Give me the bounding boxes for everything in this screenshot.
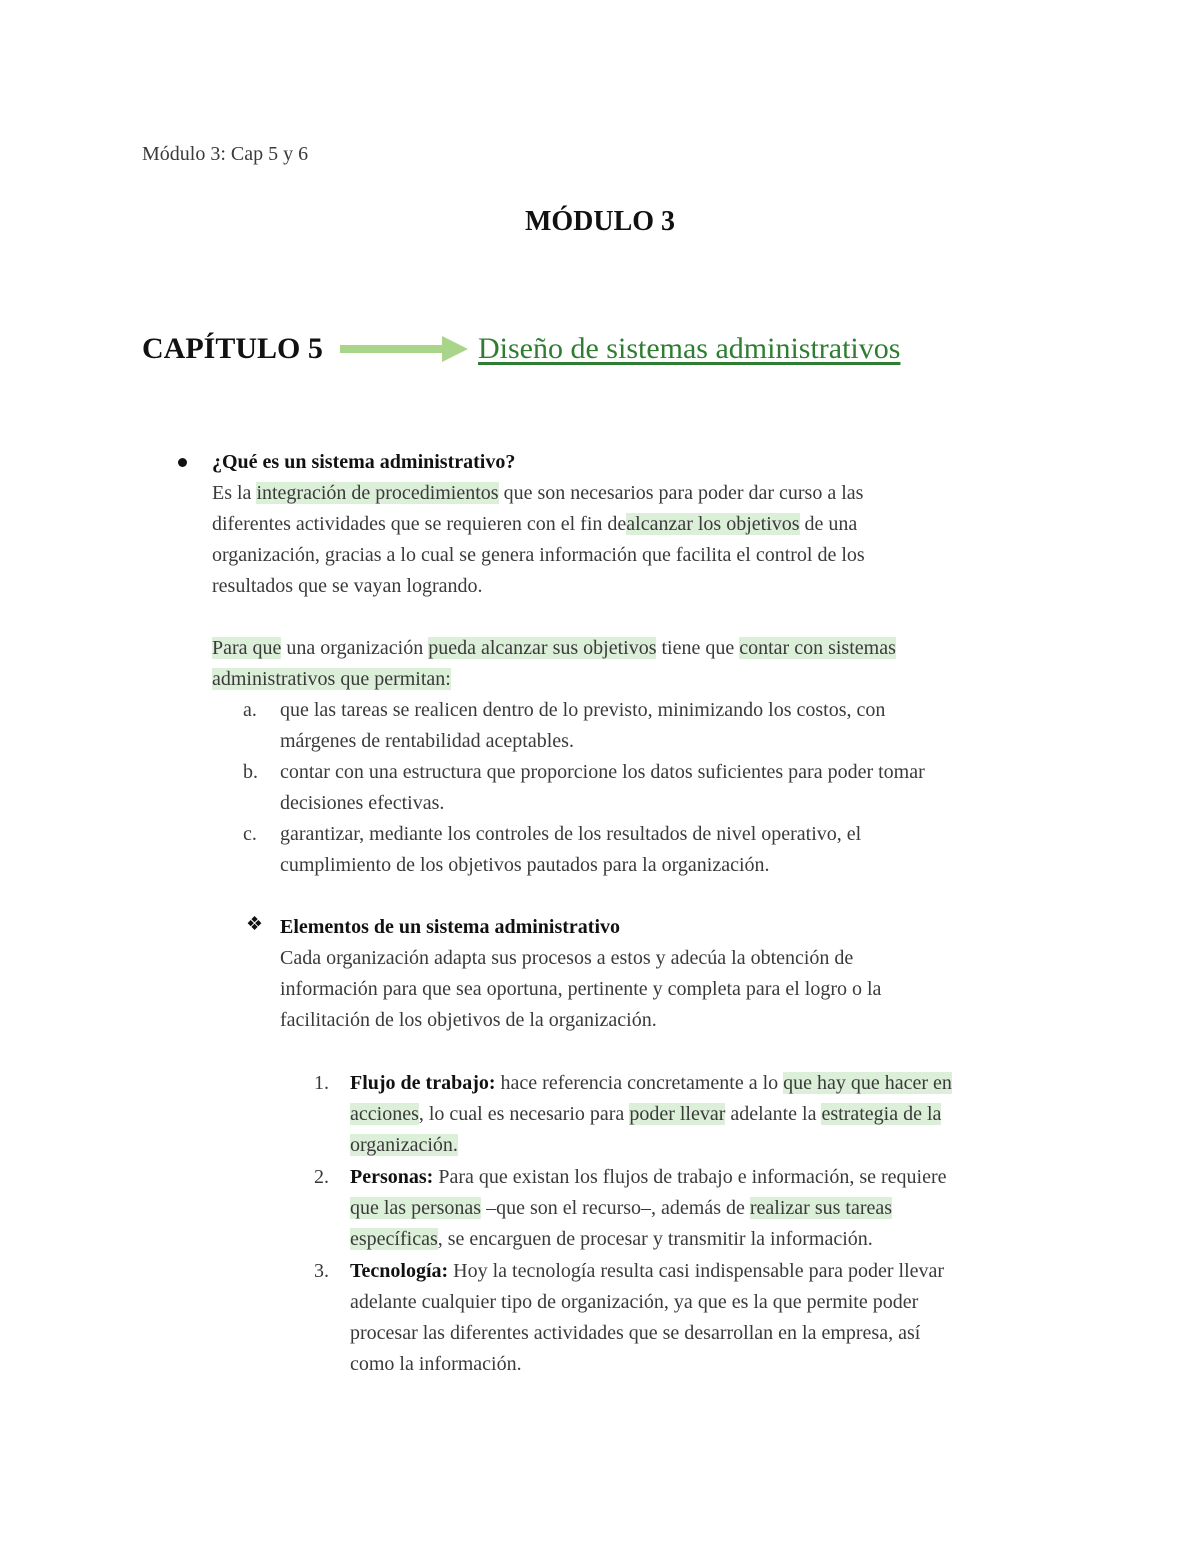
list-item: que las tareas se realicen dentro de lo previsto, minimizando los costos, con márgenes de rentabilidad aceptables. [280, 699, 886, 752]
right-arrow-icon [340, 334, 470, 364]
list-marker: b. [243, 761, 258, 783]
elements-title: Elementos de un sistema administrativo [280, 916, 620, 938]
document-header: Módulo 3: Cap 5 y 6 [142, 143, 309, 165]
list-item: garantizar, mediante los controles de los resultados de nivel operativo, el cumplimiento de los objetivos pautados para la organización. [280, 823, 862, 876]
bullet-icon [178, 458, 187, 467]
purpose-line-2: administrativos que permitan: [212, 668, 451, 690]
definition-line-3: organización, gracias a lo cual se genera información que facilita el control de los [212, 544, 865, 566]
elements-line-3: facilitación de los objetivos de la organización. [280, 1009, 657, 1031]
diamond-bullet-icon: ❖ [246, 914, 264, 935]
module-title: MÓDULO 3 [524, 206, 676, 237]
question-title: ¿Qué es un sistema administrativo? [212, 451, 516, 473]
definition-line-1: Es la integración de procedimientos que son necesarios para poder dar curso a las [212, 482, 864, 504]
list-item: contar con una estructura que proporcione los datos suficientes para poder tomar decisiones efectivas. [280, 761, 925, 814]
chapter-title: Diseño de sistemas administrativos [478, 332, 901, 365]
list-item: Tecnología: Hoy la tecnología resulta casi indispensable para poder llevar adelante cualquier tipo de organización, ya que es la que permite poder procesar las diferentes actividades que se desarrollan en la empresa, así como la información. [350, 1260, 945, 1375]
list-marker: 3. [314, 1260, 329, 1282]
chapter-heading [142, 332, 1042, 372]
list-item: Flujo de trabajo: hace referencia concretamente a lo que hay que hacer en acciones, lo cual es necesario para poder llevar adelante la estrategia de la organización. [350, 1072, 952, 1156]
list-marker: a. [243, 699, 257, 721]
elements-section [280, 912, 881, 1036]
definition-line-4: resultados que se vayan logrando. [212, 575, 483, 597]
chapter-label: CAPÍTULO 5 [142, 332, 323, 365]
list-marker: 1. [314, 1072, 329, 1094]
question-section [212, 447, 896, 695]
elements-line-2: información para que sea oportuna, pertinente y completa para el logro o la [280, 978, 882, 1000]
list-marker: c. [243, 823, 257, 845]
definition-line-2: diferentes actividades que se requieren con el fin dealcanzar los objetivos de una [212, 513, 858, 535]
list-item: Personas: Para que existan los flujos de trabajo e información, se requiere que las personas –que son el recurso–, además de realizar sus tareas específicas, se encarguen de procesar y transmitir la información. [350, 1166, 947, 1250]
purpose-line-1: Para que una organización pueda alcanzar sus objetivos tiene que contar con sistemas [212, 637, 896, 659]
list-marker: 2. [314, 1166, 329, 1188]
elements-line-1: Cada organización adapta sus procesos a estos y adecúa la obtención de [280, 947, 854, 969]
